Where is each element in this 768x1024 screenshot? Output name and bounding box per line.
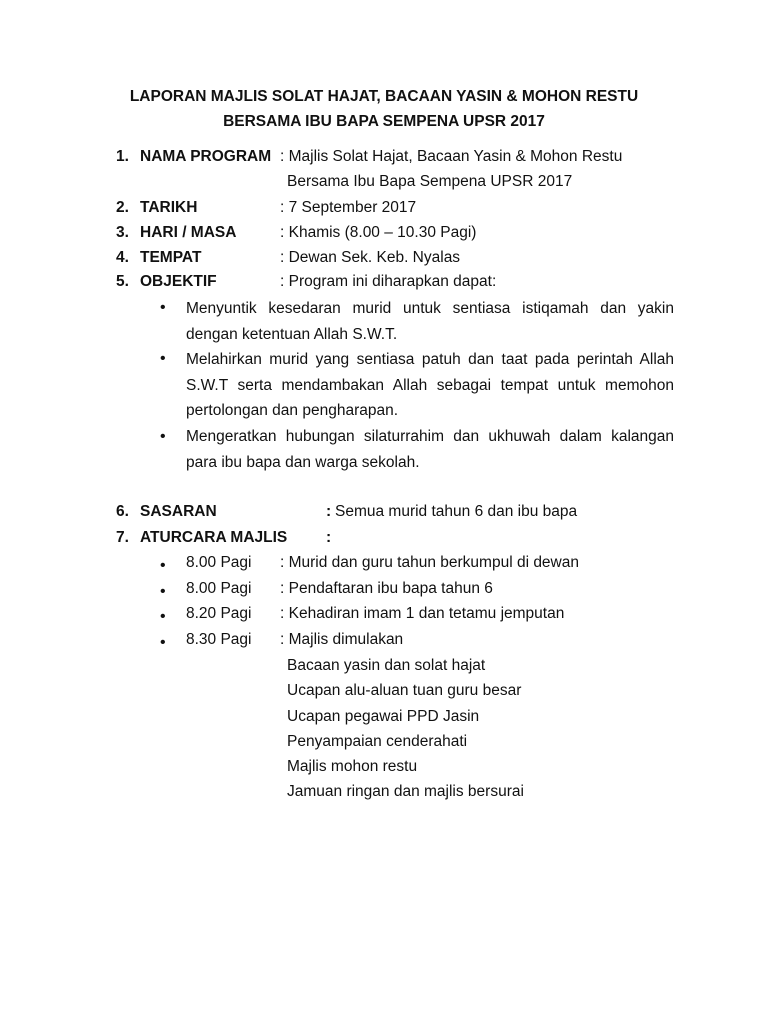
schedule-time: 8.00 Pagi [186, 554, 252, 571]
bullet-icon: • [160, 608, 166, 625]
schedule-activity: : Murid dan guru tahun berkumpul di dewan [280, 554, 579, 571]
item-value: Semua murid tahun 6 dan ibu bapa [335, 503, 578, 520]
item-number: 3. [116, 224, 129, 241]
bullet-icon: • [160, 299, 166, 316]
schedule-subactivity: Bacaan yasin dan solat hajat [287, 657, 486, 674]
bullet-icon: • [160, 634, 166, 651]
objektif-point-1: Menyuntik kesedaran murid untuk sentiasa istiqamah dan yakin dengan ketentuan Allah S.W.T. [186, 300, 674, 343]
schedule-activity: : Majlis dimulakan [280, 631, 404, 648]
item-number: 2. [116, 199, 129, 216]
schedule-subactivity: Penyampaian cenderahati [287, 733, 468, 750]
item-value: : Dewan Sek. Keb. Nyalas [280, 249, 461, 266]
item-label: ATURCARA MAJLIS [140, 529, 288, 546]
schedule-subactivity: Majlis mohon restu [287, 758, 418, 775]
schedule-time: 8.30 Pagi [186, 631, 252, 648]
item-label: TEMPAT [140, 249, 202, 266]
bullet-icon: • [160, 583, 166, 600]
item-value: : Program ini diharapkan dapat: [280, 273, 497, 290]
item-label: HARI / MASA [140, 224, 237, 241]
item-number: 4. [116, 249, 129, 266]
document-title-line2: BERSAMA IBU BAPA SEMPENA UPSR 2017 [223, 113, 545, 130]
item-number: 1. [116, 148, 129, 165]
item-label: TARIKH [140, 199, 198, 216]
bullet-icon: • [160, 350, 166, 367]
schedule-time: 8.00 Pagi [186, 580, 252, 597]
schedule-subactivity: Ucapan pegawai PPD Jasin [287, 708, 480, 725]
objektif-point-3: Mengeratkan hubungan silaturrahim dan ukhuwah dalam kalangan para ibu bapa dan warga sekolah. [186, 428, 674, 471]
item-number: 5. [116, 273, 129, 290]
item-label: NAMA PROGRAM [140, 148, 272, 165]
bullet-icon: • [160, 428, 166, 445]
item-value: : Khamis (8.00 – 10.30 Pagi) [280, 224, 477, 241]
item-value: : 7 September 2017 [280, 199, 417, 216]
schedule-subactivity: Jamuan ringan dan majlis bersurai [287, 783, 524, 800]
bullet-icon: • [160, 557, 166, 574]
item-label: SASARAN [140, 503, 217, 520]
item-colon: : [326, 529, 332, 546]
item-number: 7. [116, 529, 129, 546]
item-value: : Majlis Solat Hajat, Bacaan Yasin & Mohon Restu [280, 148, 623, 165]
item-value-continued: Bersama Ibu Bapa Sempena UPSR 2017 [287, 173, 573, 190]
schedule-activity: : Kehadiran imam 1 dan tetamu jemputan [280, 605, 565, 622]
schedule-time: 8.20 Pagi [186, 605, 252, 622]
item-number: 6. [116, 503, 129, 520]
objektif-point-2: Melahirkan murid yang sentiasa patuh dan taat pada perintah Allah S.W.T serta mendambakan Allah sebagai tempat untuk memohon pertolongan dan pengharapan. [186, 351, 674, 419]
item-colon: : [326, 503, 332, 520]
item-label: OBJEKTIF [140, 273, 217, 290]
schedule-subactivity: Ucapan alu-aluan tuan guru besar [287, 682, 522, 699]
schedule-activity: : Pendaftaran ibu bapa tahun 6 [280, 580, 493, 597]
document-title-line1: LAPORAN MAJLIS SOLAT HAJAT, BACAAN YASIN & MOHON RESTU [129, 88, 639, 105]
